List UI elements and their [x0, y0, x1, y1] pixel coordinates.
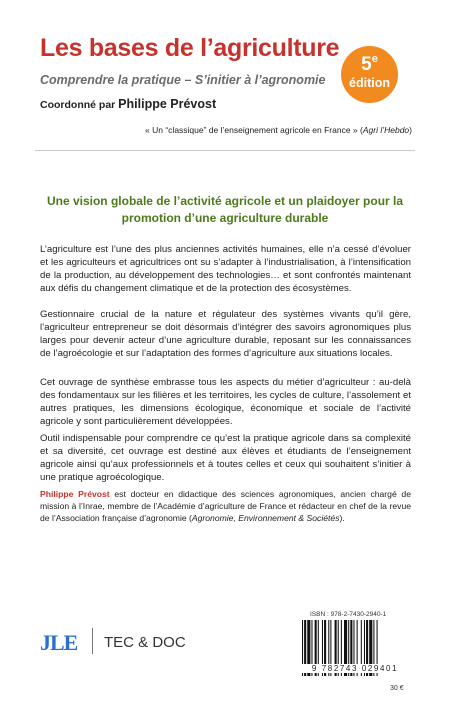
price: 30 €: [390, 685, 404, 692]
edition-badge: [341, 46, 398, 103]
coordinator-label: Coordonné par: [40, 99, 116, 111]
edition-number: 5e: [361, 53, 378, 75]
logo-separator: [92, 628, 93, 654]
barcode-digits: 9 782743 029401: [298, 664, 412, 673]
book-subtitle: Comprendre la pratique – S’initier à l’agronomie: [40, 73, 326, 87]
quote-source: Agri l’Hebdo: [362, 125, 410, 135]
paragraph-3: Cet ouvrage de synthèse embrasse tous les aspects du métier d’agriculteur : au-delà des fondamentaux sur les filières et les territoires, les cycles de culture, l’assolement et autres pratiques, les dimensions écologique, économique et sociale de l’activité agricole y sont particulièrement développées.: [40, 377, 411, 428]
author-bio: Philippe Prévost est docteur en didactique des sciences agronomiques, ancien chargé de mission à l’Inrae, membre de l’Académie d’agriculture de France et rédacteur en chef de la revue de l’Association française d’agronomie (Agronomie, Environnement & Sociétés).: [40, 489, 411, 523]
isbn: ISBN : 978-2-7430-2940-1: [310, 611, 387, 618]
publisher-logo-tecdoc: TEC & DOC: [104, 634, 186, 651]
coordinator-name: Philippe Prévost: [118, 97, 217, 111]
book-title: Les bases de l’agriculture: [40, 34, 340, 62]
publisher-logo-jle: JLE: [40, 630, 78, 655]
edition-superscript: e: [371, 53, 378, 65]
divider: [35, 150, 415, 151]
coordinator-line: [40, 97, 216, 111]
bio-author-name: Philippe Prévost: [40, 489, 110, 499]
paragraph-2: Gestionnaire crucial de la nature et régulateur des systèmes vivants qu’il gère, l’agriculteur entrepreneur se doit désormais d’intégrer des savoirs agronomiques plus larges pour devenir acteur d’une agriculture durable, reposant sur les connaissances de l’agroécologie et sur l’adaptation des formes d’agriculture aux situations locales.: [40, 309, 411, 360]
bio-journal: Agronomie, Environnement & Sociétés: [191, 513, 340, 523]
paragraph-1: L’agriculture est l’une des plus anciennes activités humaines, elle n’a cessé d’évoluer et les agriculteurs et agricultrices ont su s’adapter à l’industrialisation, à l’intensification de la production, au développement des technologies… et sont confrontés maintenant aux défis du changement climatique et de la protection des écosystèmes.: [40, 244, 411, 295]
edition-word: édition: [349, 76, 390, 90]
press-quote: « Un “classique” de l’enseignement agricole en France » (Agri l’Hebdo): [145, 125, 412, 135]
tagline: Une vision globale de l’activité agricole et un plaidoyer pour la promotion d’une agriculture durable: [46, 194, 404, 225]
paragraph-4: Outil indispensable pour comprendre ce qu’est la pratique agricole dans sa complexité et sa diversité, cet ouvrage est destiné aux élèves et étudiants de l’enseignement agricole ainsi qu’aux professionnels et à toutes celles et ceux qui souhaitent s’initier à une pratique agroécologique.: [40, 433, 411, 484]
